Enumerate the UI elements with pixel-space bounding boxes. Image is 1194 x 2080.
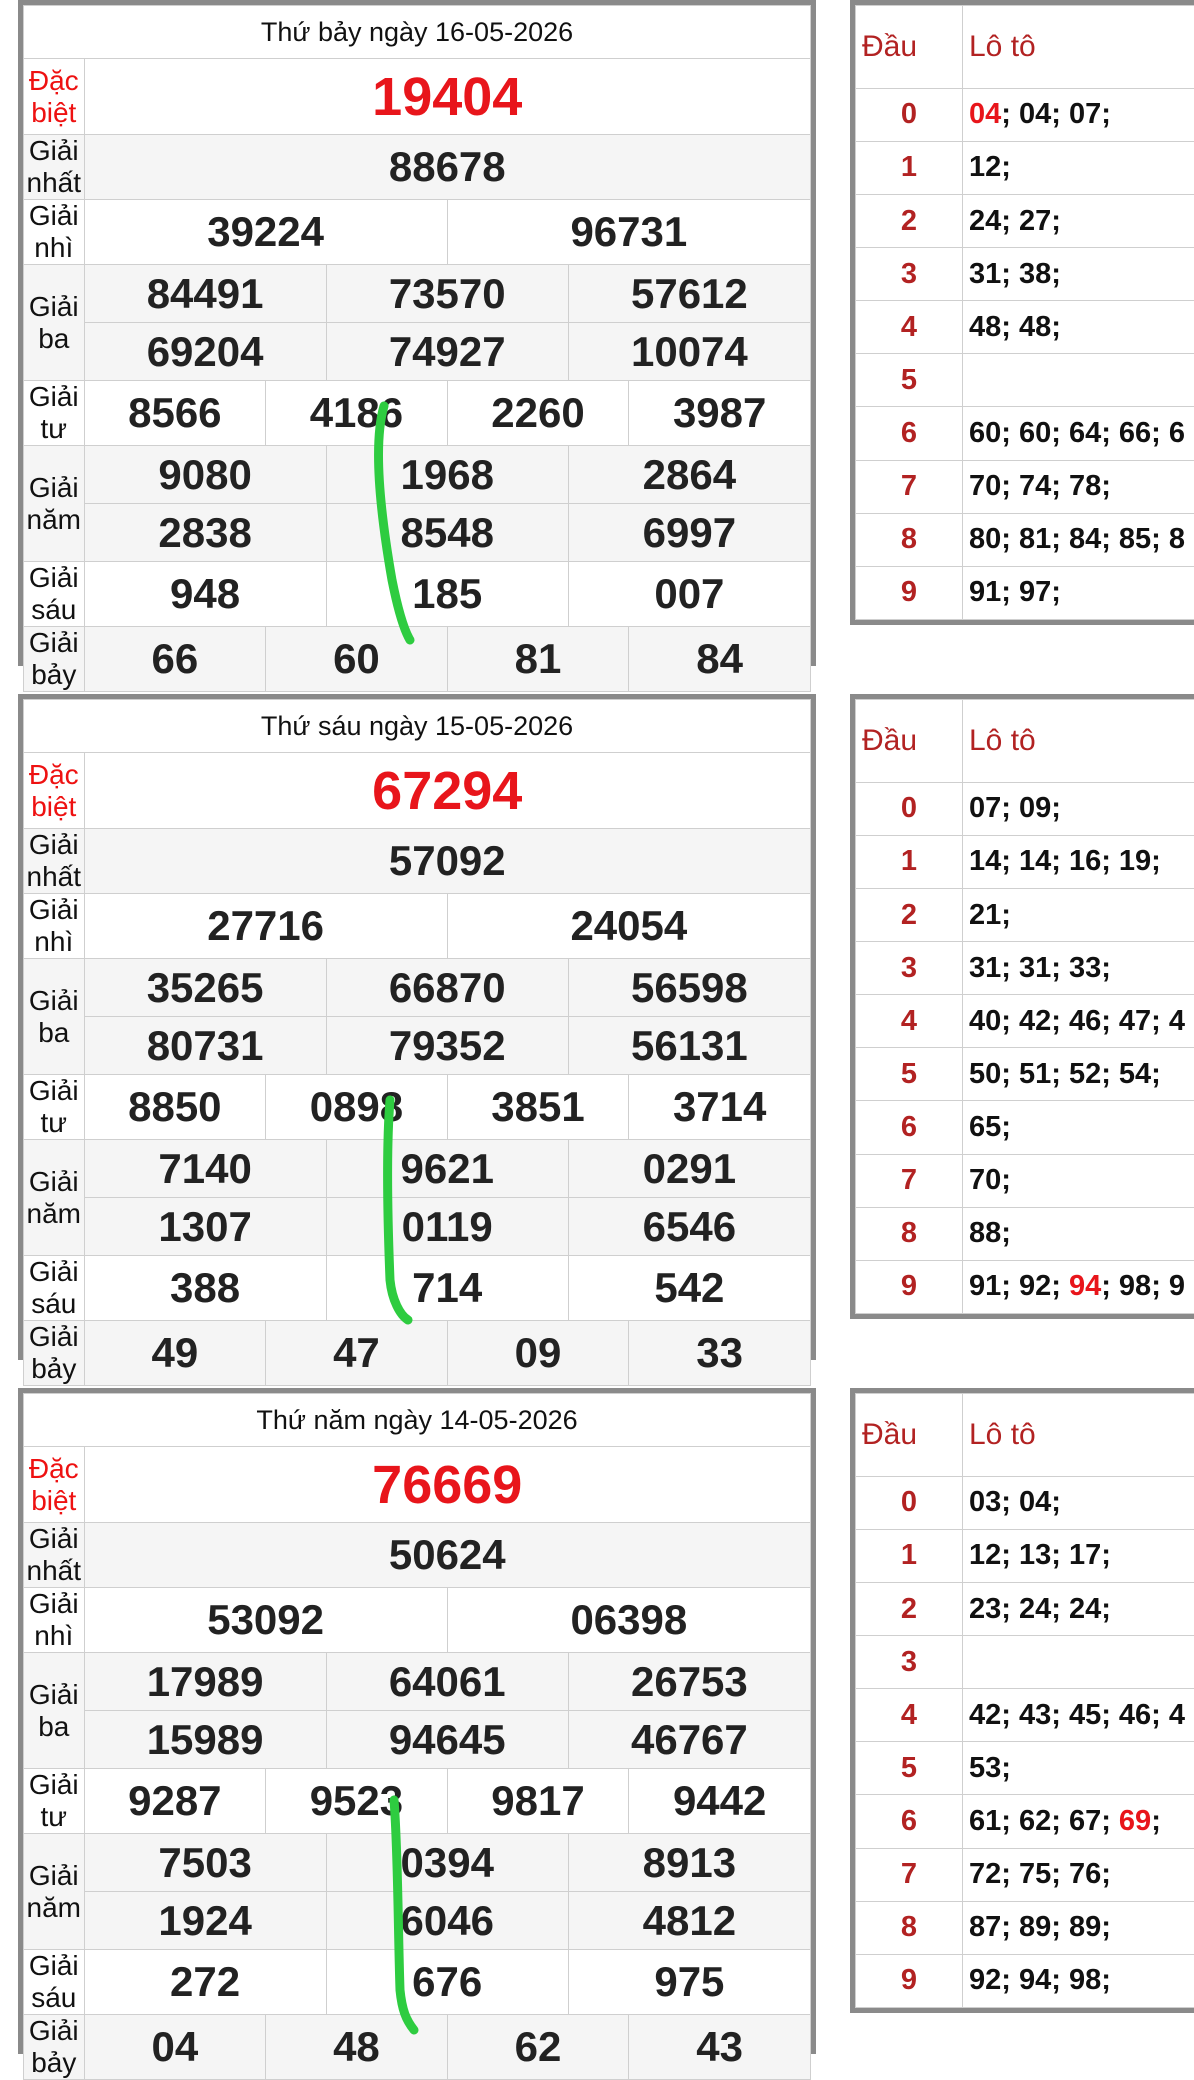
fourth-prize: 9817 — [447, 1769, 629, 1834]
seventh-prize: 66 — [84, 627, 266, 692]
dau-cell: 9 — [856, 1260, 963, 1313]
fifth-prize: 7140 — [84, 1140, 326, 1198]
second-prize: 53092 — [84, 1588, 447, 1653]
seventh-prize: 62 — [447, 2015, 629, 2080]
fourth-prize: 3851 — [447, 1075, 629, 1140]
dau-header: Đầu — [856, 1394, 963, 1477]
loto-cell — [963, 1529, 1194, 1582]
loto-highlight: 04 — [969, 98, 1001, 130]
third-prize: 17989 — [84, 1653, 326, 1711]
fifth-label: Giải năm — [24, 1834, 85, 1950]
draw-block — [0, 0, 1194, 668]
seventh-prize: 43 — [629, 2015, 811, 2080]
seventh-label: Giải bảy — [24, 2015, 85, 2080]
fifth-prize: 1924 — [84, 1892, 326, 1950]
loto-values: 87; 89; 89; — [969, 1911, 1111, 1943]
loto-cell — [963, 1954, 1194, 2007]
loto-values: 88; — [969, 1217, 1011, 1249]
special-label: Đặc biệt — [24, 59, 85, 135]
loto-row — [856, 460, 1194, 513]
loto-values: 40; 42; 46; 47; 4 — [969, 1005, 1185, 1037]
loto-values: 53; — [969, 1752, 1011, 1784]
fourth-prize: 0898 — [266, 1075, 448, 1140]
loto-values: 24; 27; — [969, 205, 1061, 237]
dau-cell: 4 — [856, 301, 963, 354]
third-prize: 94645 — [326, 1711, 568, 1769]
dau-cell: 1 — [856, 1529, 963, 1582]
seventh-prize: 33 — [629, 1321, 811, 1386]
fifth-prize: 1307 — [84, 1198, 326, 1256]
loto-cell — [963, 1742, 1194, 1795]
dau-cell: 0 — [856, 1476, 963, 1529]
fifth-label: Giải năm — [24, 1140, 85, 1256]
third-prize: 66870 — [326, 959, 568, 1017]
loto-cell — [963, 942, 1194, 995]
draw-title: Thứ sáu ngày 15-05-2026 — [24, 700, 811, 753]
special-label: Đặc biệt — [24, 753, 85, 829]
first-label: Giải nhất — [24, 829, 85, 894]
loto-row — [856, 1954, 1194, 2007]
fifth-label: Giải năm — [24, 446, 85, 562]
seventh-label: Giải bảy — [24, 627, 85, 692]
loto-cell — [963, 835, 1194, 888]
dau-cell: 1 — [856, 835, 963, 888]
dau-cell: 0 — [856, 782, 963, 835]
third-prize: 74927 — [326, 323, 568, 381]
seventh-prize: 04 — [84, 2015, 266, 2080]
loto-row — [856, 1583, 1194, 1636]
seventh-prize: 84 — [629, 627, 811, 692]
third-label: Giải ba — [24, 265, 85, 381]
loto-cell — [963, 1636, 1194, 1689]
loto-row — [856, 1207, 1194, 1260]
dau-cell: 5 — [856, 1742, 963, 1795]
results-table — [23, 5, 811, 692]
loto-table — [855, 699, 1194, 1314]
second-prize: 24054 — [447, 894, 810, 959]
fifth-prize: 2838 — [84, 504, 326, 562]
loto-values: 23; 24; 24; — [969, 1593, 1111, 1625]
draw-title: Thứ bảy ngày 16-05-2026 — [24, 6, 811, 59]
fourth-prize: 9287 — [84, 1769, 266, 1834]
results-table — [23, 1393, 811, 2080]
dau-cell: 8 — [856, 513, 963, 566]
seventh-prize: 47 — [266, 1321, 448, 1386]
sixth-prize: 542 — [568, 1256, 810, 1321]
loto-cell — [963, 1476, 1194, 1529]
loto-row — [856, 141, 1194, 194]
loto-cell — [963, 1048, 1194, 1101]
loto-table — [855, 5, 1194, 620]
third-prize: 84491 — [84, 265, 326, 323]
dau-cell: 7 — [856, 460, 963, 513]
loto-cell — [963, 566, 1194, 619]
loto-values: 80; 81; 84; 85; 8 — [969, 523, 1185, 555]
sixth-prize: 676 — [326, 1950, 568, 2015]
loto-cell — [963, 141, 1194, 194]
loto-row — [856, 1795, 1194, 1848]
fifth-prize: 0291 — [568, 1140, 810, 1198]
fifth-prize: 6997 — [568, 504, 810, 562]
fourth-prize: 9523 — [266, 1769, 448, 1834]
dau-cell: 8 — [856, 1901, 963, 1954]
dau-cell: 5 — [856, 354, 963, 407]
seventh-prize: 09 — [447, 1321, 629, 1386]
results-table-frame — [18, 694, 816, 1360]
second-prize: 96731 — [447, 200, 810, 265]
loto-cell — [963, 407, 1194, 460]
loto-cell — [963, 1583, 1194, 1636]
sixth-prize: 388 — [84, 1256, 326, 1321]
dau-cell: 1 — [856, 141, 963, 194]
third-label: Giải ba — [24, 959, 85, 1075]
seventh-prize: 60 — [266, 627, 448, 692]
sixth-prize: 185 — [326, 562, 568, 627]
third-prize: 56598 — [568, 959, 810, 1017]
dau-cell: 9 — [856, 1954, 963, 2007]
loto-values: 42; 43; 45; 46; 4 — [969, 1699, 1185, 1731]
dau-cell: 6 — [856, 407, 963, 460]
dau-cell: 2 — [856, 1583, 963, 1636]
dau-cell: 9 — [856, 566, 963, 619]
loto-values: 91; 97; — [969, 576, 1061, 608]
second-prize: 27716 — [84, 894, 447, 959]
dau-header: Đầu — [856, 6, 963, 89]
loto-values: ; — [1151, 1805, 1161, 1837]
loto-cell — [963, 995, 1194, 1048]
loto-cell — [963, 513, 1194, 566]
third-prize: 57612 — [568, 265, 810, 323]
loto-values: 12; 13; 17; — [969, 1539, 1111, 1571]
loto-cell — [963, 1154, 1194, 1207]
third-prize: 15989 — [84, 1711, 326, 1769]
fifth-prize: 9621 — [326, 1140, 568, 1198]
loto-row — [856, 1476, 1194, 1529]
loto-values: 70; 74; 78; — [969, 470, 1111, 502]
dau-cell: 6 — [856, 1101, 963, 1154]
sixth-prize: 272 — [84, 1950, 326, 2015]
fourth-label: Giải tư — [24, 381, 85, 446]
loto-highlight: 69 — [1119, 1805, 1151, 1837]
loto-row — [856, 513, 1194, 566]
fifth-prize: 0394 — [326, 1834, 568, 1892]
dau-header: Đầu — [856, 700, 963, 783]
loto-values: 31; 31; 33; — [969, 952, 1111, 984]
first-label: Giải nhất — [24, 1523, 85, 1588]
fifth-prize: 9080 — [84, 446, 326, 504]
dau-cell: 2 — [856, 195, 963, 248]
fifth-prize: 4812 — [568, 1892, 810, 1950]
fourth-label: Giải tư — [24, 1075, 85, 1140]
dau-cell: 7 — [856, 1154, 963, 1207]
loto-row — [856, 1101, 1194, 1154]
dau-cell: 2 — [856, 889, 963, 942]
loto-prefix: 61; 62; 67; — [969, 1805, 1119, 1837]
loto-cell — [963, 1848, 1194, 1901]
loto-values: 12; — [969, 151, 1011, 183]
loto-cell — [963, 301, 1194, 354]
loto-cell — [963, 782, 1194, 835]
fifth-prize: 1968 — [326, 446, 568, 504]
loto-prefix: 91; 92; — [969, 1270, 1069, 1302]
loto-table-frame — [850, 1388, 1194, 2013]
dau-cell: 3 — [856, 942, 963, 995]
loto-values: 70; — [969, 1164, 1011, 1196]
second-prize: 06398 — [447, 1588, 810, 1653]
loto-cell — [963, 248, 1194, 301]
loto-table — [855, 1393, 1194, 2008]
loto-values: 72; 75; 76; — [969, 1858, 1111, 1890]
loto-header: Lô tô — [963, 6, 1194, 89]
sixth-prize: 007 — [568, 562, 810, 627]
loto-cell — [963, 1207, 1194, 1260]
first-prize: 50624 — [84, 1523, 810, 1588]
fourth-prize: 4186 — [266, 381, 448, 446]
seventh-prize: 81 — [447, 627, 629, 692]
special-prize: 76669 — [84, 1447, 810, 1523]
loto-row — [856, 835, 1194, 888]
loto-row — [856, 407, 1194, 460]
dau-cell: 0 — [856, 88, 963, 141]
special-prize: 19404 — [84, 59, 810, 135]
seventh-prize: 49 — [84, 1321, 266, 1386]
dau-cell: 5 — [856, 1048, 963, 1101]
results-table — [23, 699, 811, 1386]
second-label: Giải nhì — [24, 200, 85, 265]
dau-cell: 3 — [856, 248, 963, 301]
third-prize: 69204 — [84, 323, 326, 381]
loto-row — [856, 1742, 1194, 1795]
dau-cell: 3 — [856, 1636, 963, 1689]
loto-values: ; 98; 9 — [1101, 1270, 1185, 1302]
loto-table-frame — [850, 0, 1194, 625]
loto-cell — [963, 1260, 1194, 1313]
loto-cell — [963, 889, 1194, 942]
third-prize: 10074 — [568, 323, 810, 381]
draw-title: Thứ năm ngày 14-05-2026 — [24, 1394, 811, 1447]
loto-row — [856, 942, 1194, 995]
fourth-prize: 8566 — [84, 381, 266, 446]
loto-cell — [963, 1901, 1194, 1954]
second-label: Giải nhì — [24, 1588, 85, 1653]
loto-cell — [963, 460, 1194, 513]
loto-values: 03; 04; — [969, 1486, 1061, 1518]
second-label: Giải nhì — [24, 894, 85, 959]
dau-cell: 4 — [856, 995, 963, 1048]
dau-cell: 8 — [856, 1207, 963, 1260]
fifth-prize: 6546 — [568, 1198, 810, 1256]
loto-row — [856, 1260, 1194, 1313]
results-table-frame — [18, 0, 816, 666]
third-prize: 46767 — [568, 1711, 810, 1769]
draw-block — [0, 1388, 1194, 2056]
sixth-prize: 948 — [84, 562, 326, 627]
fifth-prize: 7503 — [84, 1834, 326, 1892]
sixth-prize: 714 — [326, 1256, 568, 1321]
loto-row — [856, 1154, 1194, 1207]
loto-values: ; 04; 07; — [1001, 98, 1111, 130]
results-table-frame — [18, 1388, 816, 2054]
loto-table-frame — [850, 694, 1194, 1319]
seventh-label: Giải bảy — [24, 1321, 85, 1386]
loto-row — [856, 354, 1194, 407]
fifth-prize: 8913 — [568, 1834, 810, 1892]
fifth-prize: 6046 — [326, 1892, 568, 1950]
loto-row — [856, 1689, 1194, 1742]
fourth-label: Giải tư — [24, 1769, 85, 1834]
loto-highlight: 94 — [1069, 1270, 1101, 1302]
fourth-prize: 9442 — [629, 1769, 811, 1834]
loto-cell — [963, 1795, 1194, 1848]
loto-cell — [963, 88, 1194, 141]
loto-row — [856, 566, 1194, 619]
loto-row — [856, 195, 1194, 248]
loto-row — [856, 1529, 1194, 1582]
loto-row — [856, 248, 1194, 301]
sixth-label: Giải sáu — [24, 562, 85, 627]
draw-block — [0, 694, 1194, 1362]
loto-row — [856, 782, 1194, 835]
fourth-prize: 2260 — [447, 381, 629, 446]
sixth-label: Giải sáu — [24, 1256, 85, 1321]
loto-row — [856, 1901, 1194, 1954]
sixth-label: Giải sáu — [24, 1950, 85, 2015]
seventh-prize: 48 — [266, 2015, 448, 2080]
loto-values: 14; 14; 16; 19; — [969, 845, 1161, 877]
special-label: Đặc biệt — [24, 1447, 85, 1523]
loto-values: 21; — [969, 899, 1011, 931]
dau-cell: 6 — [856, 1795, 963, 1848]
fourth-prize: 3714 — [629, 1075, 811, 1140]
loto-header: Lô tô — [963, 700, 1194, 783]
loto-header: Lô tô — [963, 1394, 1194, 1477]
first-prize: 88678 — [84, 135, 810, 200]
fourth-prize: 3987 — [629, 381, 811, 446]
first-prize: 57092 — [84, 829, 810, 894]
loto-values: 48; 48; — [969, 311, 1061, 343]
loto-values: 50; 51; 52; 54; — [969, 1058, 1161, 1090]
loto-row — [856, 88, 1194, 141]
loto-cell — [963, 1689, 1194, 1742]
loto-cell — [963, 1101, 1194, 1154]
special-prize: 67294 — [84, 753, 810, 829]
third-prize: 80731 — [84, 1017, 326, 1075]
third-prize: 56131 — [568, 1017, 810, 1075]
fifth-prize: 0119 — [326, 1198, 568, 1256]
fourth-prize: 8850 — [84, 1075, 266, 1140]
dau-cell: 4 — [856, 1689, 963, 1742]
loto-row — [856, 1848, 1194, 1901]
loto-values: 65; — [969, 1111, 1011, 1143]
loto-cell — [963, 354, 1194, 407]
loto-values: 92; 94; 98; — [969, 1964, 1111, 1996]
loto-values: 07; 09; — [969, 792, 1061, 824]
dau-cell: 7 — [856, 1848, 963, 1901]
loto-values: 31; 38; — [969, 258, 1061, 290]
third-prize: 79352 — [326, 1017, 568, 1075]
fifth-prize: 2864 — [568, 446, 810, 504]
first-label: Giải nhất — [24, 135, 85, 200]
third-prize: 64061 — [326, 1653, 568, 1711]
loto-row — [856, 1048, 1194, 1101]
loto-row — [856, 889, 1194, 942]
third-label: Giải ba — [24, 1653, 85, 1769]
loto-row — [856, 301, 1194, 354]
third-prize: 26753 — [568, 1653, 810, 1711]
third-prize: 73570 — [326, 265, 568, 323]
loto-row — [856, 1636, 1194, 1689]
loto-row — [856, 995, 1194, 1048]
third-prize: 35265 — [84, 959, 326, 1017]
loto-values: 60; 60; 64; 66; 6 — [969, 417, 1185, 449]
second-prize: 39224 — [84, 200, 447, 265]
loto-cell — [963, 195, 1194, 248]
fifth-prize: 8548 — [326, 504, 568, 562]
sixth-prize: 975 — [568, 1950, 810, 2015]
